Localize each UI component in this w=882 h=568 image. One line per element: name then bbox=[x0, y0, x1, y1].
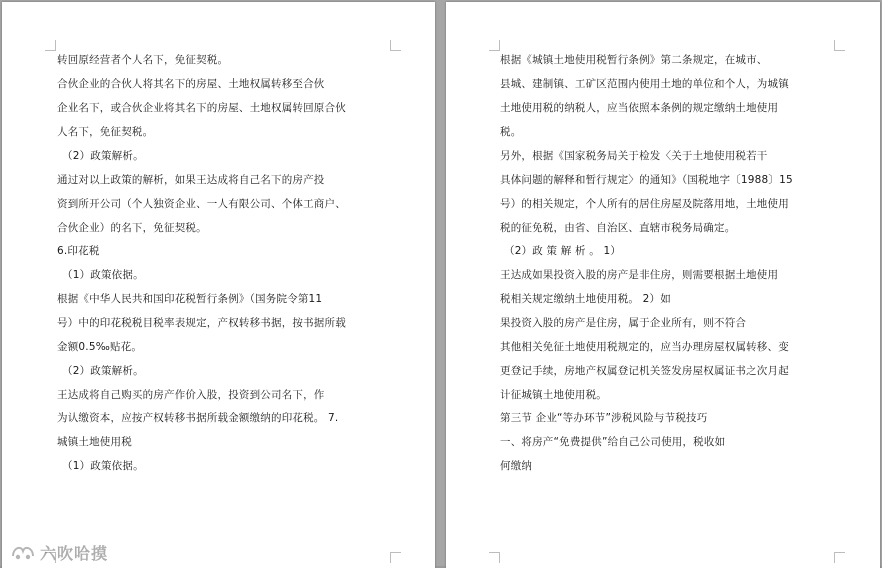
document-page-left bbox=[2, 2, 435, 568]
text-line: 果投资入股的房产是住房，属于企业所有，则不符合 bbox=[500, 317, 747, 329]
text-line: 为认缴资本，应按产权转移书据所载金额缴纳的印花税。 7. bbox=[57, 412, 339, 424]
text-line: 金额0.5‰贴花。 bbox=[57, 341, 143, 353]
crop-mark-top-right bbox=[834, 40, 845, 51]
text-line: 通过对以上政策的解析，如果王达成将自己名下的房产投 bbox=[57, 174, 325, 186]
crop-mark-bottom-left bbox=[489, 552, 500, 563]
text-line: 县城、建制镇、工矿区范围内使用土地的单位和个人，为城镇 bbox=[500, 78, 789, 90]
text-line: 根据《城镇土地使用税暂行条例》第二条规定，在城市、 bbox=[500, 54, 768, 66]
crop-mark-top-left bbox=[489, 40, 500, 51]
text-line: 王达成将自己购买的房产作价入股，投资到公司名下，作 bbox=[57, 389, 325, 401]
text-line: 合伙企业的合伙人将其名下的房屋、土地权属转移至合伙 bbox=[57, 78, 325, 90]
section-heading: 何缴纳 bbox=[500, 460, 533, 472]
section-heading: 第三节 企业“等办环节”涉税风险与节税技巧 bbox=[500, 412, 708, 424]
text-line: 王达成如果投资入股的房产是非住房，则需要根据土地使用 bbox=[500, 269, 779, 281]
text-line: 号）的相关规定，个人所有的居住房屋及院落用地，土地使用 bbox=[500, 198, 789, 210]
section-heading: 一、将房产“免费提供”给自己公司使用，税收如 bbox=[500, 436, 726, 448]
section-heading: 6.印花税 bbox=[57, 245, 100, 257]
text-line: （2）政策解析。 bbox=[62, 150, 144, 162]
text-line: （1）政策依据。 bbox=[62, 269, 144, 281]
text-line: 根据《中华人民共和国印花税暂行条例》（国务院令第11 bbox=[57, 293, 323, 305]
text-line: 资到所开公司（个人独资企业、一人有限公司、个体工商户、 bbox=[57, 198, 346, 210]
text-line: （1）政策依据。 bbox=[62, 460, 144, 472]
text-line: 合伙企业）的名下，免征契税。 bbox=[57, 222, 207, 234]
text-line: 税的征免税，由省、自治区、直辖市税务局确定。 bbox=[500, 222, 736, 234]
crop-mark-top-right bbox=[390, 40, 401, 51]
crop-mark-bottom-right bbox=[834, 552, 845, 563]
watermark bbox=[10, 540, 108, 564]
text-line: 企业名下，或合伙企业将其名下的房屋、土地权属转回原合伙 bbox=[57, 102, 346, 114]
text-line: 土地使用税的纳税人，应当依照本条例的规定缴纳土地使用 bbox=[500, 102, 779, 114]
text-line: 计征城镇土地使用税。 bbox=[500, 389, 607, 401]
text-line: （2）政 策 解 析 。 1） bbox=[504, 245, 622, 257]
section-heading: 城镇土地使用税 bbox=[57, 436, 132, 448]
text-line: （2）政策解析。 bbox=[62, 365, 144, 377]
text-line: 更登记手续，房地产权属登记机关签发房屋权属证书之次月起 bbox=[500, 365, 789, 377]
text-line: 具体问题的解释和暂行规定〉的通知》（国税地字〔1988〕15 bbox=[500, 174, 793, 186]
watermark-text: 六吹哈摸 bbox=[40, 543, 109, 563]
text-line: 人名下，免征契税。 bbox=[57, 126, 154, 138]
document-page-right bbox=[446, 2, 880, 568]
crop-mark-top-left bbox=[45, 40, 56, 51]
text-line: 税相关规定缴纳土地使用税。 2）如 bbox=[500, 293, 671, 305]
text-line: 另外，根据《国家税务局关于检发〈关于土地使用税若干 bbox=[500, 150, 768, 162]
logo-mark-icon bbox=[10, 542, 36, 562]
crop-mark-bottom-right bbox=[390, 552, 401, 563]
text-line: 税。 bbox=[500, 126, 522, 138]
text-line: 其他相关免征土地使用税规定的，应当办理房屋权属转移、变 bbox=[500, 341, 789, 353]
text-line: 转回原经营者个人名下，免征契税。 bbox=[57, 54, 229, 66]
text-line: 号）中的印花税税目税率表规定，产权转移书据，按书据所载 bbox=[57, 317, 346, 329]
